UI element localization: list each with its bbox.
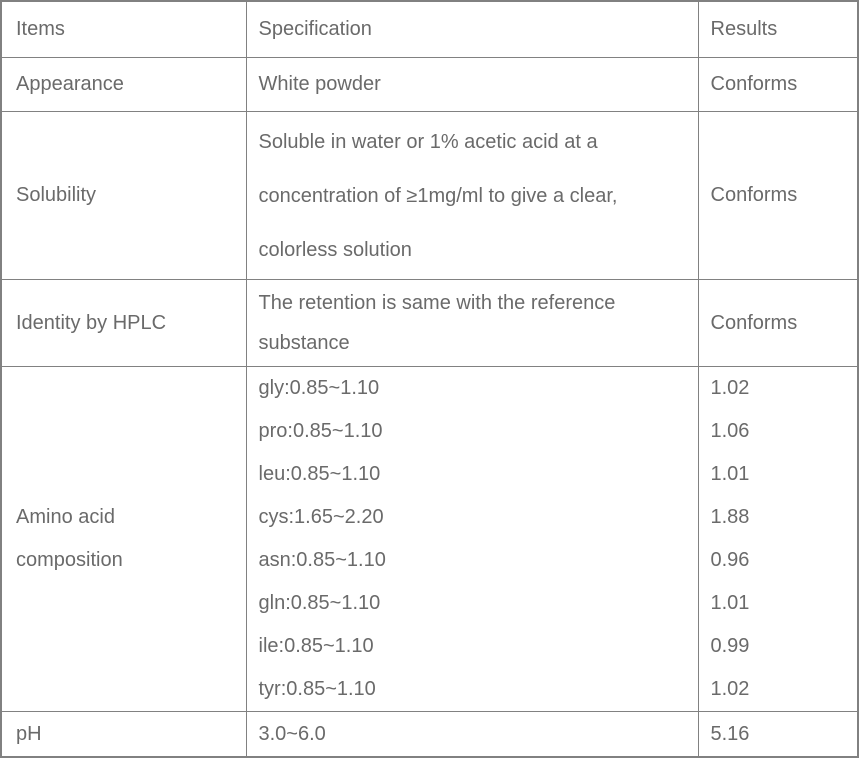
table-row-amino-acid-composition xyxy=(1,367,858,712)
cell-amino-spec xyxy=(246,367,698,712)
cell-amino-item xyxy=(1,367,246,712)
amino-item-line: composition xyxy=(16,549,123,571)
cell-ph-item: pH xyxy=(1,712,246,758)
amino-spec-line: gln:0.85~1.10 xyxy=(258,592,381,614)
amino-spec-line: tyr:0.85~1.10 xyxy=(258,678,376,700)
cell-solubility-item: Solubility xyxy=(1,112,246,280)
amino-result-line: 1.02 xyxy=(710,678,750,700)
table-header-row xyxy=(1,1,858,58)
header-cell-items: Items xyxy=(1,1,246,58)
amino-item-line: Amino acid xyxy=(16,506,115,528)
amino-spec-line: pro:0.85~1.10 xyxy=(258,420,383,442)
table-row-appearance xyxy=(1,58,858,112)
table-row-ph xyxy=(1,712,858,758)
amino-result-line: 1.01 xyxy=(710,463,750,485)
amino-result-line: 0.99 xyxy=(710,635,750,657)
cell-ph-result: 5.16 xyxy=(698,712,858,758)
cell-appearance-item: Appearance xyxy=(1,58,246,112)
amino-spec-line: ile:0.85~1.10 xyxy=(258,635,374,657)
header-cell-results: Results xyxy=(698,1,858,58)
cell-solubility-spec: Soluble in water or 1% acetic acid at a concentration of ≥1mg/ml to give a clear, colorless solution xyxy=(246,112,698,280)
amino-result-line: 1.01 xyxy=(710,592,750,614)
cell-identity-result: Conforms xyxy=(698,280,858,367)
amino-spec-line: cys:1.65~2.20 xyxy=(258,506,384,528)
cell-identity-spec: The retention is same with the reference substance xyxy=(246,280,698,367)
cell-solubility-result: Conforms xyxy=(698,112,858,280)
amino-result-line: 1.02 xyxy=(710,377,750,399)
header-cell-specification: Specification xyxy=(246,1,698,58)
table-row-solubility xyxy=(1,112,858,280)
table-row-identity-by-hplc xyxy=(1,280,858,367)
cell-ph-spec: 3.0~6.0 xyxy=(246,712,698,758)
cell-appearance-result: Conforms xyxy=(698,58,858,112)
amino-spec-line: leu:0.85~1.10 xyxy=(258,463,381,485)
amino-spec-line: gly:0.85~1.10 xyxy=(258,377,380,399)
cell-appearance-spec: White powder xyxy=(246,58,698,112)
amino-result-line: 1.88 xyxy=(710,506,750,528)
cell-amino-result xyxy=(698,367,858,712)
amino-spec-line: asn:0.85~1.10 xyxy=(258,549,386,571)
amino-result-line: 0.96 xyxy=(710,549,750,571)
cell-identity-item: Identity by HPLC xyxy=(1,280,246,367)
amino-result-line: 1.06 xyxy=(710,420,750,442)
